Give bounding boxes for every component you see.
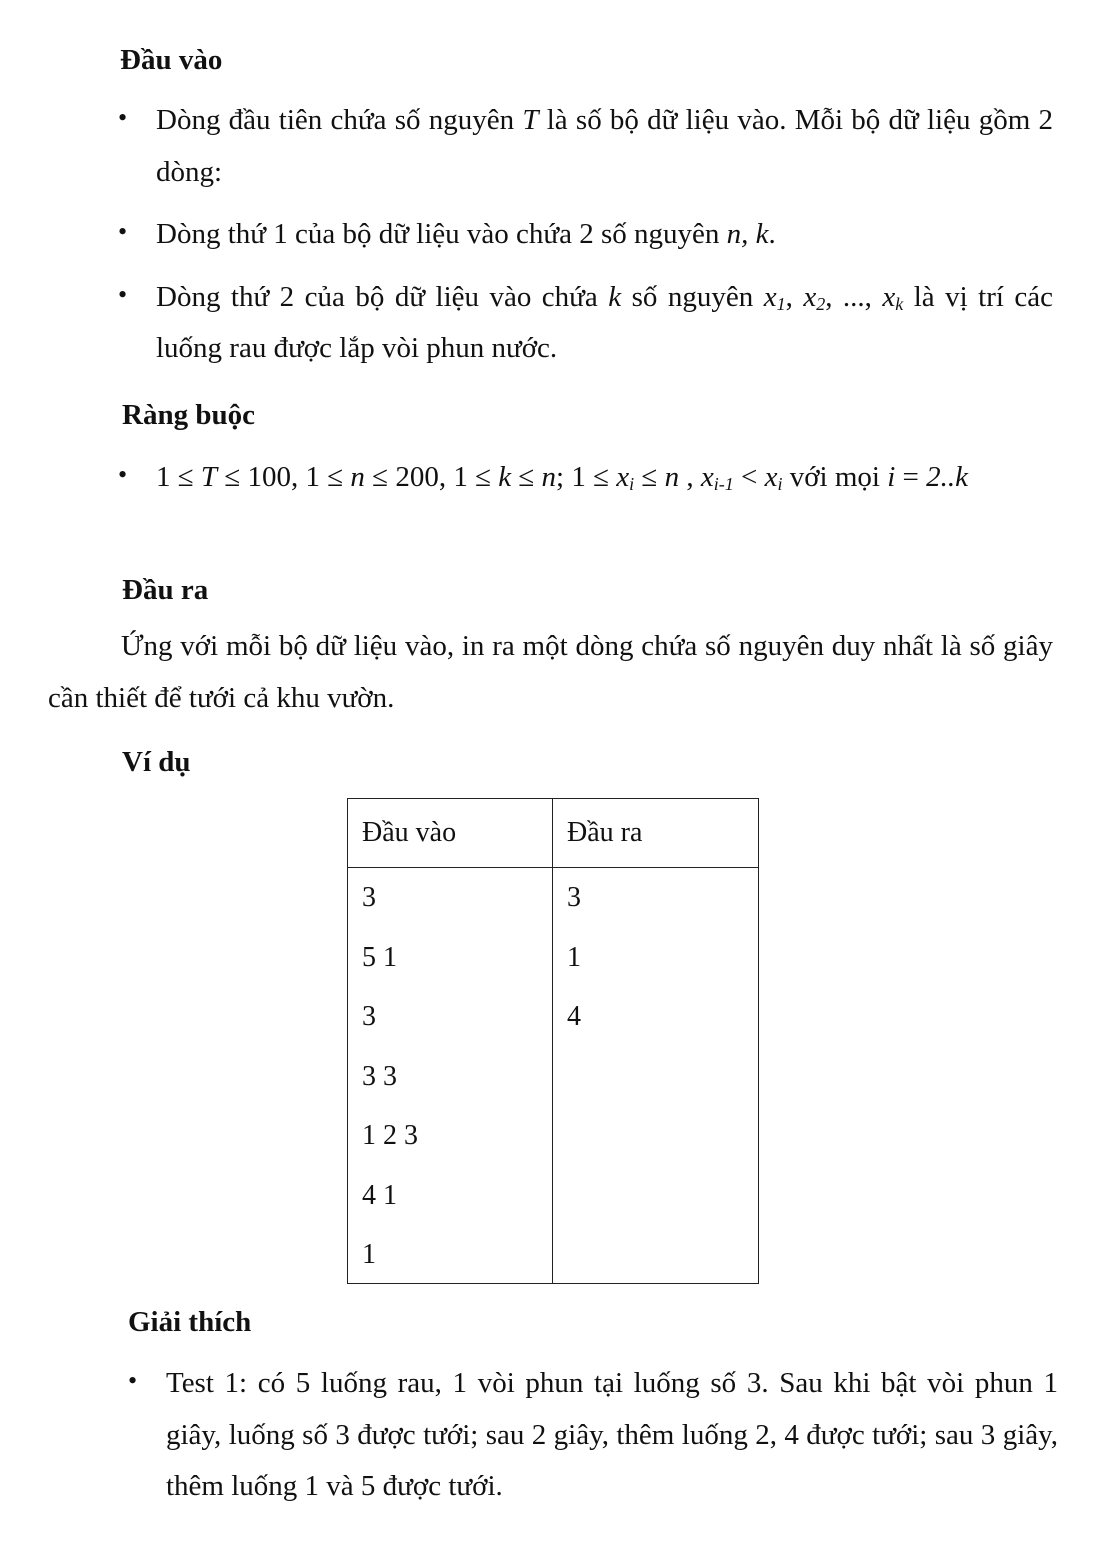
- output-description: Ứng với mỗi bộ dữ liệu vào, in ra một dòng chứa số nguyên duy nhất là số giây cần thiết để tưới cả khu vườn.: [48, 630, 1053, 714]
- input-bullet-1: • Dòng đầu tiên chứa số nguyên T là số bộ dữ liệu vào. Mỗi bộ dữ liệu gồm 2 dòng:: [118, 95, 1053, 198]
- input-bullet-2: • Dòng thứ 1 của bộ dữ liệu vào chứa 2 số nguyên n, k.: [118, 209, 1053, 261]
- constraints-heading: Ràng buộc: [122, 399, 255, 431]
- constraints-bullets: [118, 452, 1053, 504]
- explanation-bullets: [128, 1358, 1058, 1513]
- input-heading: Đầu vào: [120, 44, 223, 76]
- example-input-line: 1 2 3: [362, 1120, 418, 1151]
- example-table-header-row: [348, 799, 759, 868]
- example-header-output: Đầu ra: [553, 799, 759, 868]
- example-output-cell: [553, 868, 759, 1284]
- explanation-bullet-1: • Test 1: có 5 luống rau, 1 vòi phun tại luống số 3. Sau khi bật vòi phun 1 giây, luống số 3 được tưới; sau 2 giây, thêm luống 2, 4 được tưới; sau 3 giây, thêm luống 1 và 5 được tưới.: [128, 1358, 1058, 1513]
- input-bullet-3: • Dòng thứ 2 của bộ dữ liệu vào chứa k số nguyên $x_1$, $x_2$, ..., $x_k$ là vị trí các luống rau được lắp vòi phun nước.: [118, 272, 1053, 375]
- example-output-line: 1: [567, 941, 581, 973]
- example-output-line: 3: [567, 882, 581, 913]
- example-input-line: 3: [362, 1001, 376, 1032]
- constraints-bullet: • 1 ≤ T ≤ 100, 1 ≤ n ≤ 200, 1 ≤ k ≤ n; $1 \le x_i \le n$ , $x_{i-1} < x_i$ với mọi i = 2..k: [118, 452, 1053, 504]
- example-input-line: 3 3: [362, 1060, 397, 1092]
- example-heading: Ví dụ: [122, 746, 191, 778]
- example-input-line: 3: [362, 882, 376, 913]
- example-input-cell: [348, 868, 553, 1284]
- example-table: [347, 798, 759, 1284]
- example-input-line: 5 1: [362, 941, 397, 973]
- example-input-line: 4 1: [362, 1179, 397, 1211]
- example-input-line: 1: [362, 1239, 376, 1270]
- example-table-row: [348, 868, 759, 1284]
- output-heading: Đầu ra: [122, 574, 209, 606]
- explanation-heading: Giải thích: [128, 1306, 252, 1338]
- example-output-line: 4: [567, 1001, 581, 1032]
- example-header-input: Đầu vào: [348, 799, 553, 868]
- input-bullets: [118, 95, 1053, 375]
